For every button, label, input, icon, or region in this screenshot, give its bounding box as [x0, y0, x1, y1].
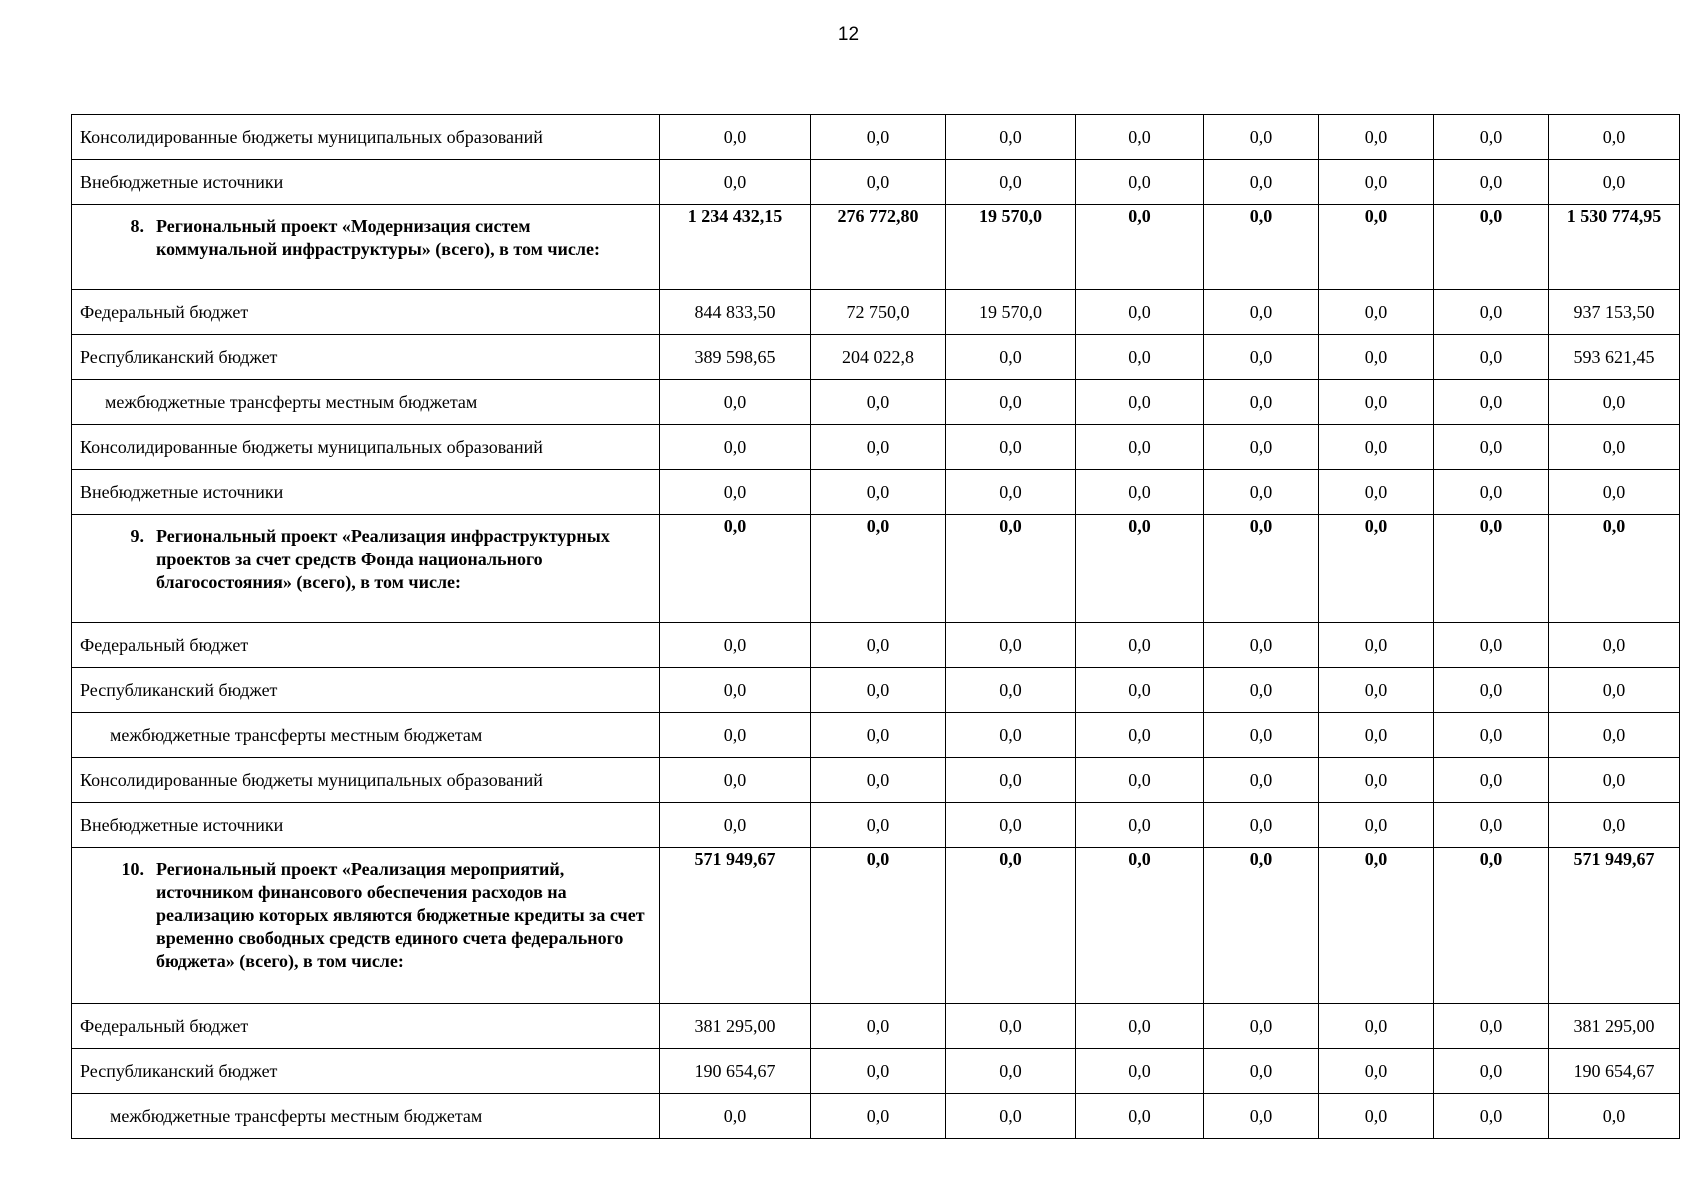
project-number: 9.: [130, 526, 144, 546]
total-value-cell: 0,0: [1549, 803, 1680, 848]
value-cell: 0,0: [1434, 1004, 1549, 1049]
row-label: межбюджетные трансферты местным бюджетам: [72, 713, 660, 758]
value-cell: 0,0: [1319, 1049, 1434, 1094]
total-value-cell: 0,0: [1549, 1094, 1680, 1139]
value-cell: 1 234 432,15: [660, 205, 811, 290]
value-cell: 0,0: [1204, 425, 1319, 470]
value-cell: 0,0: [946, 470, 1076, 515]
table-row: [72, 425, 1680, 470]
value-cell: 0,0: [1319, 758, 1434, 803]
value-cell: 0,0: [946, 115, 1076, 160]
value-cell: 0,0: [660, 1094, 811, 1139]
value-cell: 0,0: [811, 1049, 946, 1094]
value-cell: 0,0: [1076, 205, 1204, 290]
value-cell: 0,0: [811, 713, 946, 758]
value-cell: 0,0: [1434, 380, 1549, 425]
value-cell: 0,0: [811, 803, 946, 848]
project-row: [72, 515, 1680, 623]
value-cell: 19 570,0: [946, 205, 1076, 290]
value-cell: 0,0: [1204, 205, 1319, 290]
project-number: 10.: [121, 859, 144, 879]
value-cell: 389 598,65: [660, 335, 811, 380]
value-cell: 0,0: [811, 115, 946, 160]
value-cell: 0,0: [660, 713, 811, 758]
value-cell: 276 772,80: [811, 205, 946, 290]
total-value-cell: 0,0: [1549, 758, 1680, 803]
value-cell: 571 949,67: [660, 848, 811, 1004]
value-cell: 0,0: [1434, 803, 1549, 848]
value-cell: 0,0: [1319, 848, 1434, 1004]
project-title: Региональный проект «Модернизация систем коммунальной инфраструктуры» (всего), в том числе:: [156, 216, 600, 259]
value-cell: 0,0: [1204, 848, 1319, 1004]
value-cell: 0,0: [1076, 1094, 1204, 1139]
value-cell: 0,0: [1076, 515, 1204, 623]
total-value-cell: 0,0: [1549, 115, 1680, 160]
value-cell: 0,0: [1076, 470, 1204, 515]
value-cell: 0,0: [1319, 803, 1434, 848]
value-cell: 0,0: [660, 515, 811, 623]
value-cell: 0,0: [1076, 380, 1204, 425]
row-label: Федеральный бюджет: [72, 1004, 660, 1049]
table-row: [72, 115, 1680, 160]
value-cell: 0,0: [660, 380, 811, 425]
table-row: [72, 1049, 1680, 1094]
value-cell: 204 022,8: [811, 335, 946, 380]
table-row: [72, 1094, 1680, 1139]
total-value-cell: 571 949,67: [1549, 848, 1680, 1004]
value-cell: 0,0: [1319, 470, 1434, 515]
value-cell: 0,0: [811, 623, 946, 668]
value-cell: 0,0: [1076, 758, 1204, 803]
project-row: [72, 848, 1680, 1004]
budget-table-body: [72, 115, 1680, 1139]
value-cell: 0,0: [1076, 115, 1204, 160]
total-value-cell: 0,0: [1549, 623, 1680, 668]
value-cell: 0,0: [1076, 803, 1204, 848]
value-cell: 0,0: [1434, 713, 1549, 758]
value-cell: 0,0: [660, 623, 811, 668]
total-value-cell: 0,0: [1549, 515, 1680, 623]
value-cell: 0,0: [946, 425, 1076, 470]
value-cell: 0,0: [1319, 160, 1434, 205]
value-cell: 0,0: [1076, 290, 1204, 335]
value-cell: 0,0: [1319, 380, 1434, 425]
value-cell: 0,0: [1434, 668, 1549, 713]
value-cell: 844 833,50: [660, 290, 811, 335]
value-cell: 0,0: [946, 623, 1076, 668]
row-label: межбюджетные трансферты местным бюджетам: [72, 380, 660, 425]
value-cell: 0,0: [946, 758, 1076, 803]
budget-table: [71, 114, 1680, 1139]
total-value-cell: 0,0: [1549, 160, 1680, 205]
project-label-cell: [72, 515, 660, 623]
total-value-cell: 0,0: [1549, 425, 1680, 470]
value-cell: 190 654,67: [660, 1049, 811, 1094]
project-row: [72, 205, 1680, 290]
total-value-cell: 0,0: [1549, 470, 1680, 515]
value-cell: 0,0: [660, 160, 811, 205]
row-label: межбюджетные трансферты местным бюджетам: [72, 1094, 660, 1139]
value-cell: 0,0: [811, 1004, 946, 1049]
value-cell: 0,0: [1204, 803, 1319, 848]
value-cell: 0,0: [1434, 115, 1549, 160]
value-cell: 0,0: [1076, 668, 1204, 713]
value-cell: 0,0: [811, 425, 946, 470]
value-cell: 0,0: [1434, 290, 1549, 335]
value-cell: 0,0: [1434, 623, 1549, 668]
total-value-cell: 1 530 774,95: [1549, 205, 1680, 290]
row-label: Внебюджетные источники: [72, 470, 660, 515]
total-value-cell: 381 295,00: [1549, 1004, 1680, 1049]
value-cell: 0,0: [1204, 515, 1319, 623]
value-cell: 0,0: [1204, 335, 1319, 380]
value-cell: 0,0: [1076, 335, 1204, 380]
table-row: [72, 803, 1680, 848]
value-cell: 0,0: [1204, 380, 1319, 425]
value-cell: 0,0: [660, 425, 811, 470]
table-row: [72, 713, 1680, 758]
row-label: Консолидированные бюджеты муниципальных образований: [72, 115, 660, 160]
value-cell: 0,0: [1319, 290, 1434, 335]
table-row: [72, 160, 1680, 205]
total-value-cell: 0,0: [1549, 668, 1680, 713]
value-cell: 0,0: [811, 470, 946, 515]
value-cell: 0,0: [1434, 848, 1549, 1004]
table-row: [72, 470, 1680, 515]
value-cell: 0,0: [1434, 515, 1549, 623]
row-label: Республиканский бюджет: [72, 1049, 660, 1094]
value-cell: 0,0: [660, 758, 811, 803]
value-cell: 0,0: [1076, 713, 1204, 758]
value-cell: 0,0: [1204, 758, 1319, 803]
value-cell: 0,0: [946, 713, 1076, 758]
value-cell: 0,0: [1204, 1049, 1319, 1094]
value-cell: 0,0: [1204, 1094, 1319, 1139]
row-label: Федеральный бюджет: [72, 290, 660, 335]
value-cell: 72 750,0: [811, 290, 946, 335]
value-cell: 0,0: [1319, 335, 1434, 380]
table-row: [72, 380, 1680, 425]
value-cell: 0,0: [1076, 1049, 1204, 1094]
value-cell: 0,0: [811, 758, 946, 803]
value-cell: 0,0: [660, 115, 811, 160]
value-cell: 0,0: [1076, 848, 1204, 1004]
value-cell: 0,0: [1319, 205, 1434, 290]
project-number: 8.: [130, 216, 144, 236]
value-cell: 0,0: [1204, 290, 1319, 335]
row-label: Консолидированные бюджеты муниципальных образований: [72, 758, 660, 803]
value-cell: 0,0: [811, 160, 946, 205]
value-cell: 0,0: [1434, 335, 1549, 380]
row-label: Республиканский бюджет: [72, 335, 660, 380]
value-cell: 0,0: [1204, 623, 1319, 668]
row-label: Внебюджетные источники: [72, 803, 660, 848]
value-cell: 0,0: [946, 515, 1076, 623]
table-row: [72, 623, 1680, 668]
value-cell: 0,0: [1319, 713, 1434, 758]
value-cell: 0,0: [1204, 1004, 1319, 1049]
value-cell: 0,0: [1434, 160, 1549, 205]
value-cell: 0,0: [1204, 713, 1319, 758]
value-cell: 0,0: [1434, 425, 1549, 470]
value-cell: 0,0: [946, 1004, 1076, 1049]
project-title: Региональный проект «Реализация инфраструктурных проектов за счет средств Фонда национального благосостояния» (всего), в том числе:: [156, 526, 610, 592]
project-label-cell: [72, 205, 660, 290]
value-cell: 0,0: [946, 1094, 1076, 1139]
value-cell: 0,0: [660, 803, 811, 848]
value-cell: 0,0: [946, 160, 1076, 205]
table-row: [72, 290, 1680, 335]
project-label-cell: [72, 848, 660, 1004]
table-row: [72, 668, 1680, 713]
value-cell: 0,0: [1434, 205, 1549, 290]
value-cell: 0,0: [946, 803, 1076, 848]
value-cell: 0,0: [811, 380, 946, 425]
value-cell: 0,0: [1204, 470, 1319, 515]
value-cell: 0,0: [1319, 425, 1434, 470]
value-cell: 0,0: [946, 668, 1076, 713]
table-row: [72, 758, 1680, 803]
total-value-cell: 0,0: [1549, 380, 1680, 425]
value-cell: 0,0: [1204, 668, 1319, 713]
row-label: Федеральный бюджет: [72, 623, 660, 668]
value-cell: 0,0: [946, 380, 1076, 425]
value-cell: 0,0: [1319, 1094, 1434, 1139]
table-row: [72, 1004, 1680, 1049]
table-row: [72, 335, 1680, 380]
value-cell: 0,0: [811, 668, 946, 713]
total-value-cell: 190 654,67: [1549, 1049, 1680, 1094]
row-label: Внебюджетные источники: [72, 160, 660, 205]
value-cell: 0,0: [811, 848, 946, 1004]
value-cell: 0,0: [1434, 758, 1549, 803]
row-label: Консолидированные бюджеты муниципальных образований: [72, 425, 660, 470]
value-cell: 0,0: [1319, 515, 1434, 623]
value-cell: 0,0: [1434, 1094, 1549, 1139]
value-cell: 0,0: [1319, 1004, 1434, 1049]
project-title: Региональный проект «Реализация мероприятий, источником финансового обеспечения расходов на реализацию которых являются бюджетные кредиты за счет временно свободных средств единого счета федерального бюджета» (всего), в том числе:: [156, 859, 645, 971]
page-number: 12: [837, 24, 860, 45]
value-cell: 0,0: [1319, 623, 1434, 668]
value-cell: 19 570,0: [946, 290, 1076, 335]
value-cell: 0,0: [1076, 1004, 1204, 1049]
value-cell: 0,0: [660, 470, 811, 515]
value-cell: 0,0: [946, 1049, 1076, 1094]
value-cell: 0,0: [1319, 115, 1434, 160]
total-value-cell: 593 621,45: [1549, 335, 1680, 380]
value-cell: 0,0: [1204, 115, 1319, 160]
value-cell: 0,0: [1076, 160, 1204, 205]
value-cell: 0,0: [811, 515, 946, 623]
value-cell: 0,0: [1204, 160, 1319, 205]
value-cell: 0,0: [1319, 668, 1434, 713]
value-cell: 0,0: [1434, 470, 1549, 515]
value-cell: 0,0: [946, 848, 1076, 1004]
value-cell: 0,0: [1076, 623, 1204, 668]
value-cell: 0,0: [660, 668, 811, 713]
row-label: Республиканский бюджет: [72, 668, 660, 713]
total-value-cell: 0,0: [1549, 713, 1680, 758]
value-cell: 0,0: [1434, 1049, 1549, 1094]
value-cell: 0,0: [946, 335, 1076, 380]
value-cell: 0,0: [811, 1094, 946, 1139]
total-value-cell: 937 153,50: [1549, 290, 1680, 335]
value-cell: 381 295,00: [660, 1004, 811, 1049]
value-cell: 0,0: [1076, 425, 1204, 470]
